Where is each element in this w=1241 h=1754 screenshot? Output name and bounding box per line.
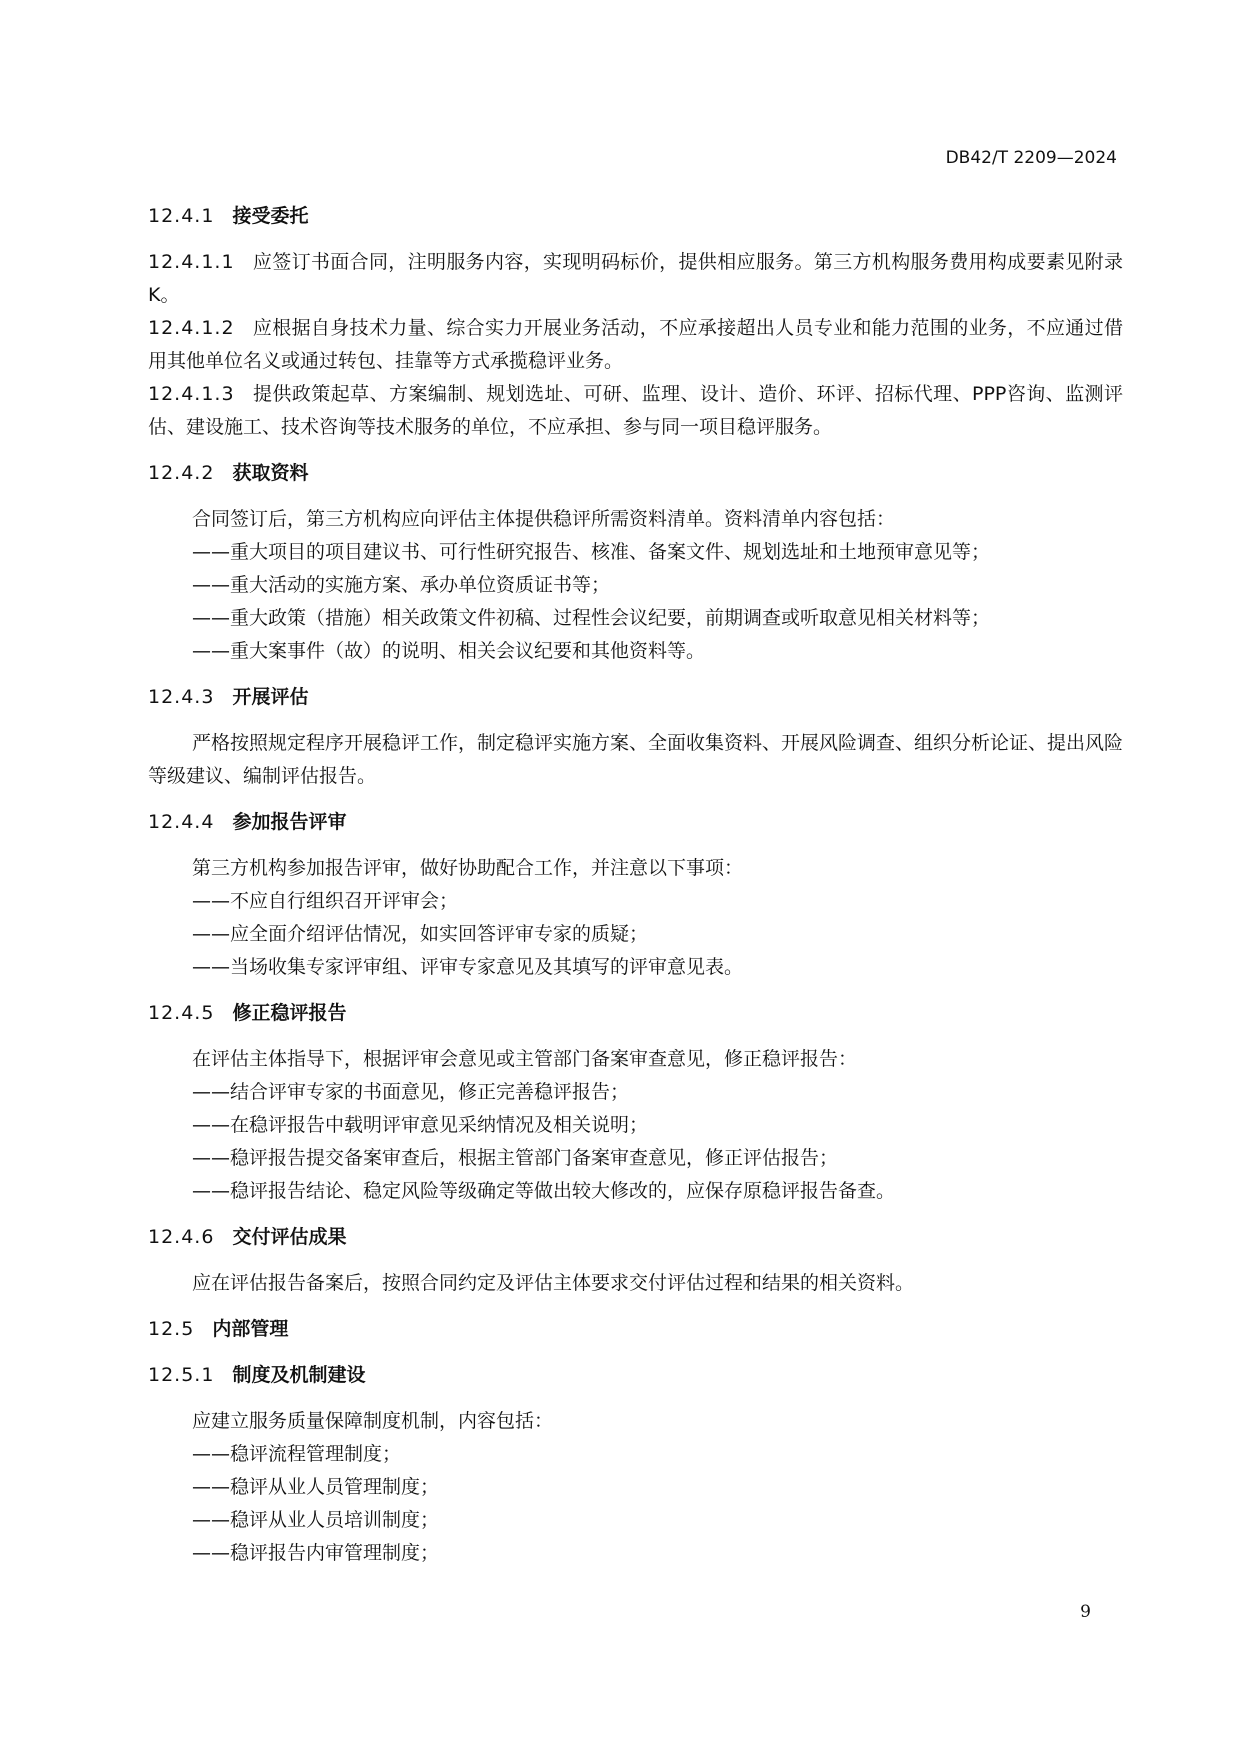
heading-title: 修正稳评报告: [232, 1002, 347, 1024]
heading-title: 开展评估: [232, 686, 309, 708]
clause-number: 12.4.1.2: [148, 317, 235, 339]
clause-text: 提供政策起草、方案编制、规划选址、可研、监理、设计、造价、环评、招标代理、PPP咨询、监测评估、建设施工、技术咨询等技术服务的单位，不应承担、参与同一项目稳评服务。: [148, 383, 1123, 438]
list-item: ——重大活动的实施方案、承办单位资质证书等；: [192, 574, 611, 596]
list-item: ——结合评审专家的书面意见，修正完善稳评报告；: [192, 1081, 630, 1103]
heading-number: 12.4.5: [148, 1002, 215, 1024]
heading-number: 12.4.6: [148, 1226, 215, 1248]
heading-number: 12.4.2: [148, 462, 215, 484]
heading-12-5-1: [148, 1359, 1123, 1392]
clause-12-4-1-3: [148, 378, 1123, 444]
list-item: ——稳评报告结论、稳定风险等级确定等做出较大修改的，应保存原稳评报告备查。: [192, 1180, 896, 1202]
heading-number: 12.4.3: [148, 686, 215, 708]
heading-12-5: [148, 1313, 1123, 1346]
paragraph: 第三方机构参加报告评审，做好协助配合工作，并注意以下事项：: [192, 857, 744, 879]
clause-12-4-1-1: [148, 246, 1123, 312]
heading-12-4-4: [148, 806, 1123, 839]
paragraph: 严格按照规定程序开展稳评工作，制定稳评实施方案、全面收集资料、开展风险调查、组织分析论证、提出风险等级建议、编制评估报告。: [148, 732, 1124, 787]
standard-code: DB42/T 2209—2024: [945, 148, 1117, 168]
heading-title: 制度及机制建设: [232, 1364, 366, 1386]
paragraph: 应在评估报告备案后，按照合同约定及评估主体要求交付评估过程和结果的相关资料。: [192, 1272, 915, 1294]
list-item: ——稳评报告提交备案审查后，根据主管部门备案审查意见，修正评估报告；: [192, 1147, 839, 1169]
list-item: ——稳评从业人员培训制度；: [192, 1509, 440, 1531]
list-item: ——重大政策（措施）相关政策文件初稿、过程性会议纪要，前期调查或听取意见相关材料等；: [192, 607, 991, 629]
list-item: ——应全面介绍评估情况，如实回答评审专家的质疑；: [192, 923, 649, 945]
clause-12-4-1-2: [148, 312, 1123, 378]
list-item: ——稳评流程管理制度；: [192, 1443, 402, 1465]
heading-12-4-3: [148, 681, 1123, 714]
paragraph: 应建立服务质量保障制度机制，内容包括：: [192, 1410, 554, 1432]
clause-number: 12.4.1.3: [148, 383, 235, 405]
list-item: ——重大案事件（故）的说明、相关会议纪要和其他资料等。: [192, 640, 706, 662]
list-item: ——稳评报告内审管理制度；: [192, 1542, 440, 1564]
heading-12-4-6: [148, 1221, 1123, 1254]
heading-number: 12.4.4: [148, 811, 215, 833]
list-item: ——重大项目的项目建议书、可行性研究报告、核准、备案文件、规划选址和土地预审意见等；: [192, 541, 991, 563]
list-item: ——当场收集专家评审组、评审专家意见及其填写的评审意见表。: [192, 956, 744, 978]
clause-text: 应根据自身技术力量、综合实力开展业务活动，不应承接超出人员专业和能力范围的业务，不应通过借用其他单位名义或通过转包、挂靠等方式承揽稳评业务。: [148, 317, 1123, 372]
paragraph: 合同签订后，第三方机构应向评估主体提供稳评所需资料清单。资料清单内容包括：: [192, 508, 896, 530]
heading-number: 12.5: [148, 1318, 195, 1340]
heading-number: 12.5.1: [148, 1364, 215, 1386]
paragraph: 在评估主体指导下，根据评审会意见或主管部门备案审查意见，修正稳评报告：: [192, 1048, 858, 1070]
heading-title: 接受委托: [232, 205, 309, 227]
clause-text: 应签订书面合同，注明服务内容，实现明码标价，提供相应服务。第三方机构服务费用构成要素见附录K。: [148, 251, 1123, 306]
page-number: 9: [1080, 1602, 1091, 1622]
heading-12-4-2: [148, 457, 1123, 490]
document-body: [148, 200, 1123, 1570]
heading-number: 12.4.1: [148, 205, 215, 227]
heading-title: 交付评估成果: [232, 1226, 347, 1248]
clause-number: 12.4.1.1: [148, 251, 235, 273]
heading-title: 获取资料: [232, 462, 309, 484]
heading-12-4-5: [148, 997, 1123, 1030]
heading-title: 参加报告评审: [232, 811, 347, 833]
list-item: ——稳评从业人员管理制度；: [192, 1476, 440, 1498]
list-item: ——在稳评报告中载明评审意见采纳情况及相关说明；: [192, 1114, 649, 1136]
heading-12-4-1: [148, 200, 1123, 233]
list-item: ——不应自行组织召开评审会；: [192, 890, 459, 912]
heading-title: 内部管理: [212, 1318, 289, 1340]
